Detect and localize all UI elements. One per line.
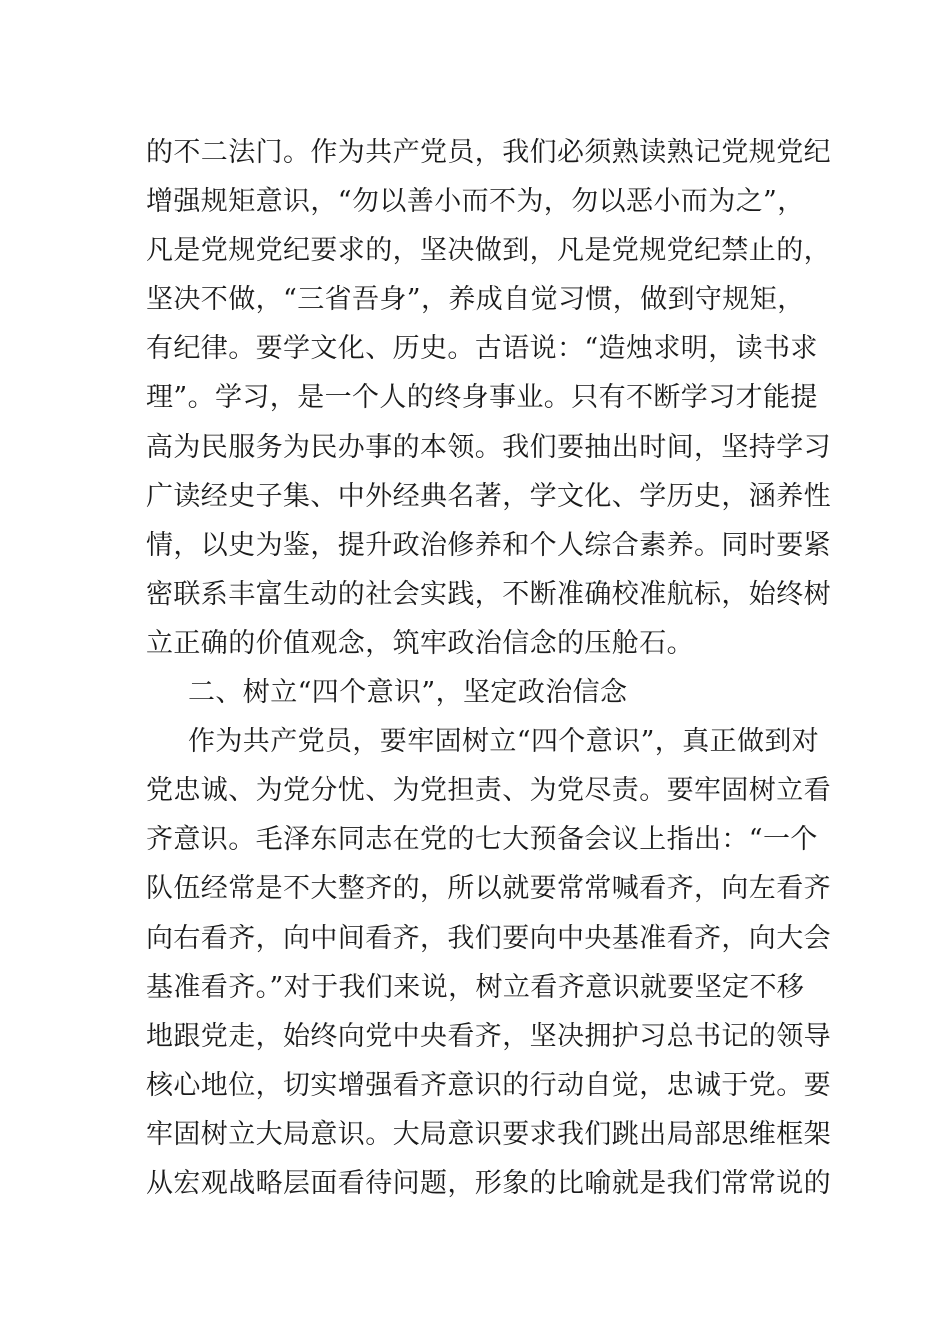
text-line: 情，以史为鉴，提升政治修养和个人综合素养。同时要紧 [146,529,831,561]
text-line: 有纪律。要学文化、历史。古语说：“造烛求明，读书求 [146,333,818,365]
text-line: 增强规矩意识，“勿以善小而不为，勿以恶小而为之”， [146,186,805,218]
text-line: 核心地位，切实增强看齐意识的行动自觉，忠诚于党。要 [146,1069,831,1101]
text-line: 地跟党走，始终向党中央看齐，坚决拥护习总书记的领导 [146,1020,831,1052]
text-line: 高为民服务为民办事的本领。我们要抽出时间，坚持学习 [146,431,831,463]
text-line: 的不二法门。作为共产党员，我们必须熟读熟记党规党纪 [146,137,831,168]
text-line: 理”。学习，是一个人的终身事业。只有不断学习才能提 [146,382,818,414]
section-heading: 二、树立“四个意识”，坚定政治信念 [188,677,628,709]
text-line: 牢固树立大局意识。大局意识要求我们跳出局部思维框架 [146,1118,831,1150]
text-line: 向右看齐，向中间看齐，我们要向中央基准看齐，向大会 [146,922,831,954]
paragraph-first-line: 作为共产党员，要牢固树立“四个意识”，真正做到对 [188,726,820,758]
text-line: 广读经史子集、中外经典名著，学文化、学历史，涵养性 [146,480,831,512]
text-line: 坚决不做，“三省吾身”，养成自觉习惯，做到守规矩， [146,284,805,316]
body-text [146,128,831,1208]
text-line: 齐意识。毛泽东同志在党的七大预备会议上指出：“一个 [146,824,818,856]
text-line: 从宏观战略层面看待问题，形象的比喻就是我们常常说的 [146,1167,831,1199]
text-line: 党忠诚、为党分忧、为党担责、为党尽责。要牢固树立看 [146,775,831,807]
text-line: 凡是党规党纪要求的，坚决做到，凡是党规党纪禁止的， [146,235,831,267]
text-line: 基准看齐。”对于我们来说，树立看齐意识就要坚定不移 [146,971,805,1003]
text-line: 队伍经常是不大整齐的，所以就要常常喊看齐，向左看齐 [146,873,831,905]
text-line: 密联系丰富生动的社会实践，不断准确校准航标，始终树 [146,578,831,610]
text-line: 立正确的价值观念，筑牢政治信念的压舱石。 [146,627,694,659]
